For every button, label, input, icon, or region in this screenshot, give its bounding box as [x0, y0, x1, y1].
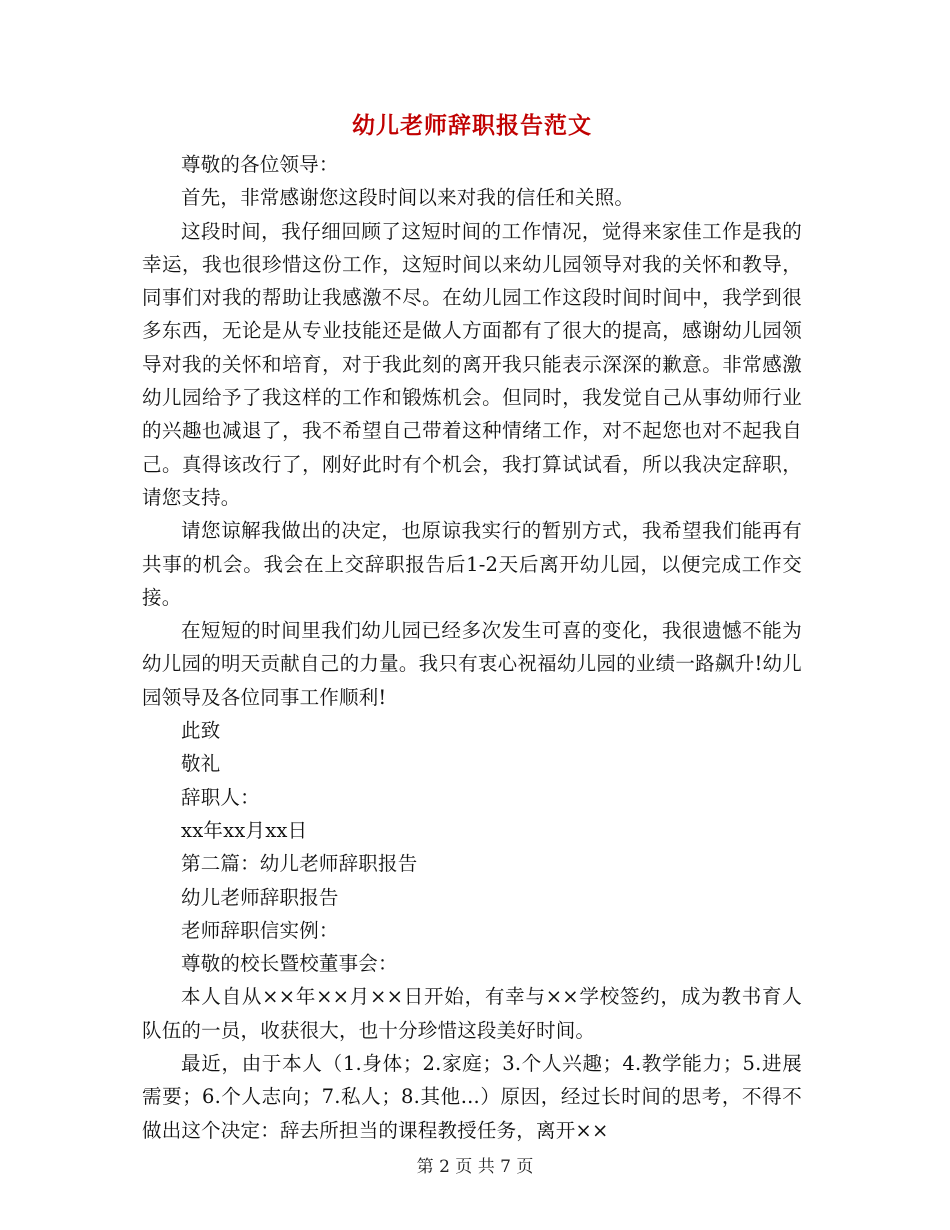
signature-line: 辞职人： — [181, 785, 260, 809]
section-heading: 第二篇：幼儿老师辞职报告 — [181, 852, 418, 876]
section-subheading: 幼儿老师辞职报告 — [181, 885, 339, 909]
paragraph: 这段时间，我仔细回顾了这短时间的工作情况，觉得来家佳工作是我的幸运，我也很珍惜这份工作，这短时间以来幼儿园领导对我的关怀和教导，同事们对我的帮助让我感激不尽。在幼儿园工作这段时间时间中，我学到很多东西，无论是从专业技能还是做人方面都有了很大的提高，感谢幼儿园领导对我的关怀和培育，对于我此刻的离开我只能表示深深的歉意。非常感激幼儿园给予了我这样的工作和锻炼机会。但同时，我发觉自己从事幼师行业的兴趣也减退了，我不希望自己带着这种情绪工作，对不起您也对不起我自己。真得该改行了，刚好此时有个机会，我打算试试看，所以我决定辞职，请您支持。 — [142, 219, 802, 509]
date-line: xx年xx月xx日 — [181, 818, 308, 842]
paragraph-salutation: 尊敬的校长暨校董事会： — [181, 952, 398, 976]
closing-line: 此致 — [181, 719, 221, 743]
document-page — [142, 108, 802, 1147]
section-subheading: 老师辞职信实例： — [181, 918, 339, 942]
page-number: 第 2 页 共 7 页 — [416, 1157, 534, 1177]
paragraph: 首先，非常感谢您这段时间以来对我的信任和关照。 — [181, 186, 635, 210]
paragraph-salutation: 尊敬的各位领导： — [181, 153, 339, 176]
document-title: 幼儿老师辞职报告范文 — [352, 113, 592, 139]
paragraph: 最近，由于本人（1.身体；2.家庭；3.个人兴趣；4.教学能力；5.进展需要；6.个人志向；7.私人；8.其他...）原因，经过长时间的思考，不得不做出这个决定：辞去所担当的课程教授任务，离开×× — [142, 1052, 802, 1142]
paragraph: 本人自从××年××月××日开始，有幸与××学校签约，成为教书育人队伍的一员，收获很大，也十分珍惜这段美好时间。 — [142, 985, 802, 1042]
paragraph: 在短短的时间里我们幼儿园已经多次发生可喜的变化，我很遗憾不能为幼儿园的明天贡献自己的力量。我只有衷心祝福幼儿园的业绩一路飙升!幼儿园领导及各位同事工作顺利! — [142, 619, 802, 709]
closing-line: 敬礼 — [181, 752, 221, 776]
paragraph: 请您谅解我做出的决定，也原谅我实行的暂别方式，我希望我们能再有共事的机会。我会在上交辞职报告后1-2天后离开幼儿园，以便完成工作交接。 — [142, 519, 802, 609]
